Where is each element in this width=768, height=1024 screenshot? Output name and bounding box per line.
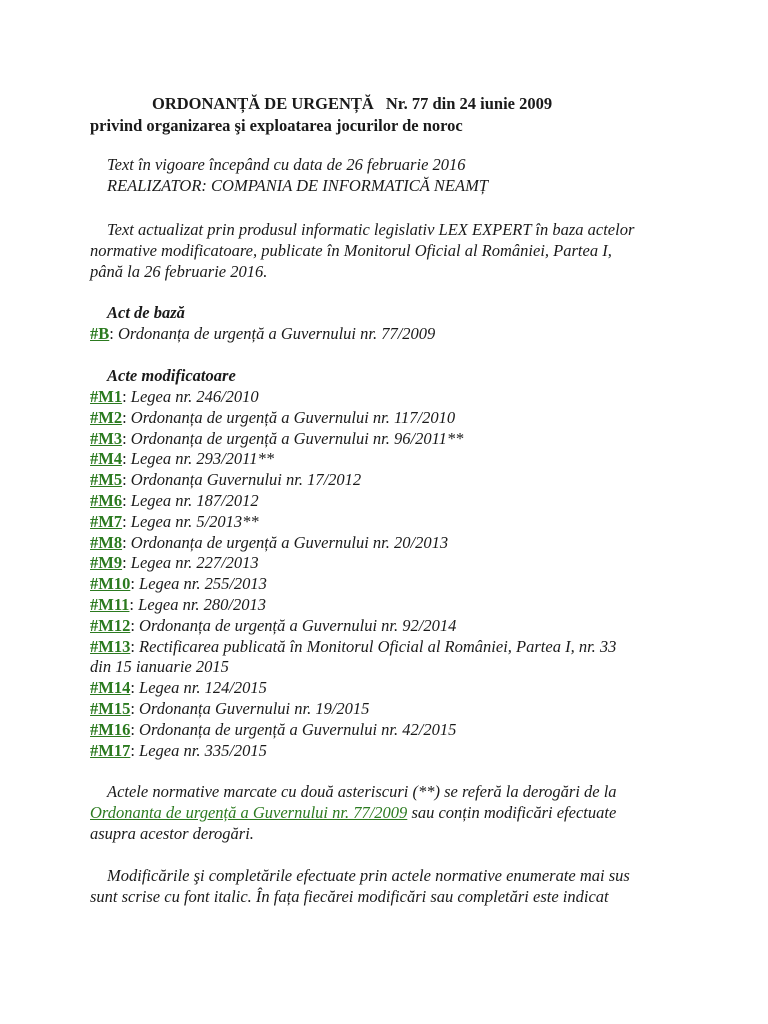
modifying-act-desc: Legea nr. 255/2013	[139, 574, 267, 593]
modifying-act-row	[90, 428, 463, 449]
modifying-act-row	[90, 573, 267, 594]
separator: :	[130, 699, 140, 718]
update-note-line: Text actualizat prin produsul informatic legislativ LEX EXPERT în baza actelor	[107, 220, 635, 239]
modifying-act-row	[90, 511, 259, 532]
separator: :	[130, 574, 140, 593]
separator: :	[122, 449, 131, 468]
modifying-act-desc-continuation: din 15 ianuarie 2015	[90, 657, 229, 676]
modifying-act-code-link[interactable]: #M7	[90, 512, 123, 531]
modifying-act-row	[90, 636, 616, 657]
separator: :	[122, 533, 131, 552]
modifying-act-code-link[interactable]: #M8	[90, 533, 123, 552]
separator: :	[130, 637, 140, 656]
document-subtitle: privind organizarea şi exploatarea jocurilor de noroc	[90, 116, 463, 135]
modifying-act-code-link[interactable]: #M15	[90, 699, 131, 718]
separator: :	[122, 408, 131, 427]
asterisk-note-line	[90, 802, 616, 823]
update-note-line: până la 26 februarie 2016.	[90, 262, 268, 281]
modifying-act-row	[90, 552, 259, 573]
modifying-act-row	[90, 698, 369, 719]
asterisk-note-line: Actele normative marcate cu două asteriscuri (**) se referă la derogări de la	[107, 782, 617, 801]
base-act-desc: Ordonanța de urgență a Guvernului nr. 77/2009	[117, 324, 436, 343]
modifying-act-desc: Ordonanța de urgență a Guvernului nr. 92/2014	[139, 616, 457, 635]
base-act-reference-link[interactable]: Ordonanta de urgență a Guvernului nr. 77/2009	[90, 803, 408, 822]
separator: :	[122, 491, 131, 510]
separator: :	[130, 616, 140, 635]
modifying-act-code-link[interactable]: #M13	[90, 637, 131, 656]
modifying-act-desc: Ordonanța Guvernului nr. 19/2015	[139, 699, 370, 718]
modifying-act-desc: Legea nr. 5/2013**	[130, 512, 259, 531]
base-act-row	[90, 323, 435, 344]
separator: :	[130, 720, 140, 739]
modifying-act-row	[90, 532, 448, 553]
modifying-act-row	[90, 386, 259, 407]
base-act-heading: Act de bază	[107, 303, 185, 322]
italic-note-line: Modificările şi completările efectuate prin actele normative enumerate mai sus	[107, 866, 630, 885]
modifying-act-row	[90, 615, 456, 636]
modifying-act-row	[90, 469, 361, 490]
modifying-act-desc: Legea nr. 124/2015	[139, 678, 267, 697]
asterisk-note-line: asupra acestor derogări.	[90, 824, 254, 843]
separator: :	[122, 512, 131, 531]
title-label: ORDONANȚĂ DE URGENȚĂ	[152, 94, 374, 113]
modifying-act-row	[90, 448, 274, 469]
modifying-act-code-link[interactable]: #M11	[90, 595, 130, 614]
modifying-act-row	[90, 407, 455, 428]
modifying-act-desc: Legea nr. 335/2015	[139, 741, 267, 760]
modifying-act-code-link[interactable]: #M14	[90, 678, 131, 697]
separator: :	[122, 387, 131, 406]
base-act-code-link[interactable]: #B	[90, 324, 110, 343]
modifying-act-row	[90, 740, 267, 761]
modifying-act-desc: Legea nr. 280/2013	[138, 595, 267, 614]
modifying-act-code-link[interactable]: #M17	[90, 741, 131, 760]
modifying-act-desc: Ordonanța Guvernului nr. 17/2012	[130, 470, 362, 489]
modifying-act-row	[90, 677, 267, 698]
separator: :	[129, 595, 139, 614]
modifying-act-code-link[interactable]: #M5	[90, 470, 123, 489]
modifying-act-code-link[interactable]: #M1	[90, 387, 123, 406]
modifying-act-row	[90, 490, 259, 511]
modifying-act-code-link[interactable]: #M6	[90, 491, 123, 510]
modifying-act-desc: Ordonanța de urgență a Guvernului nr. 20/2013	[130, 533, 449, 552]
separator: :	[122, 429, 131, 448]
separator: :	[130, 741, 140, 760]
modifying-act-desc: Ordonanța de urgență a Guvernului nr. 42/2015	[139, 720, 457, 739]
modifying-acts-heading: Acte modificatoare	[107, 366, 236, 385]
modifying-act-code-link[interactable]: #M12	[90, 616, 131, 635]
modifying-act-code-link[interactable]: #M10	[90, 574, 131, 593]
separator: :	[122, 553, 131, 572]
separator: :	[109, 324, 114, 343]
validity-line: Text în vigoare începând cu data de 26 februarie 2016	[107, 155, 466, 174]
author-line: REALIZATOR: COMPANIA DE INFORMATICĂ NEAMȚ	[107, 176, 489, 195]
modifying-act-desc: Ordonanța de urgență a Guvernului nr. 96/2011**	[130, 429, 464, 448]
modifying-act-desc: Legea nr. 227/2013	[130, 553, 259, 572]
modifying-act-code-link[interactable]: #M4	[90, 449, 123, 468]
italic-note-line: sunt scrise cu font italic. În fața fiecărei modificări sau completări este indicat	[90, 887, 609, 906]
title-number: Nr. 77 din 24 iunie 2009	[385, 94, 553, 113]
modifying-act-code-link[interactable]: #M16	[90, 720, 131, 739]
modifying-act-desc: Legea nr. 293/2011**	[130, 449, 274, 468]
separator: :	[122, 470, 131, 489]
modifying-act-code-link[interactable]: #M2	[90, 408, 123, 427]
modifying-act-row	[90, 719, 456, 740]
modifying-act-code-link[interactable]: #M9	[90, 553, 123, 572]
modifying-act-desc: Legea nr. 246/2010	[130, 387, 259, 406]
separator: :	[130, 678, 140, 697]
modifying-act-code-link[interactable]: #M3	[90, 429, 123, 448]
modifying-act-desc: Legea nr. 187/2012	[130, 491, 259, 510]
document-title	[152, 93, 552, 114]
modifying-act-desc: Ordonanța de urgență a Guvernului nr. 117/2010	[130, 408, 456, 427]
modifying-act-desc: Rectificarea publicată în Monitorul Oficial al României, Partea I, nr. 33	[139, 637, 617, 656]
asterisk-note-rest: sau conțin modificări efectuate	[407, 803, 617, 822]
update-note-line: normative modificatoare, publicate în Monitorul Oficial al României, Partea I,	[90, 241, 612, 260]
modifying-act-row	[90, 594, 266, 615]
